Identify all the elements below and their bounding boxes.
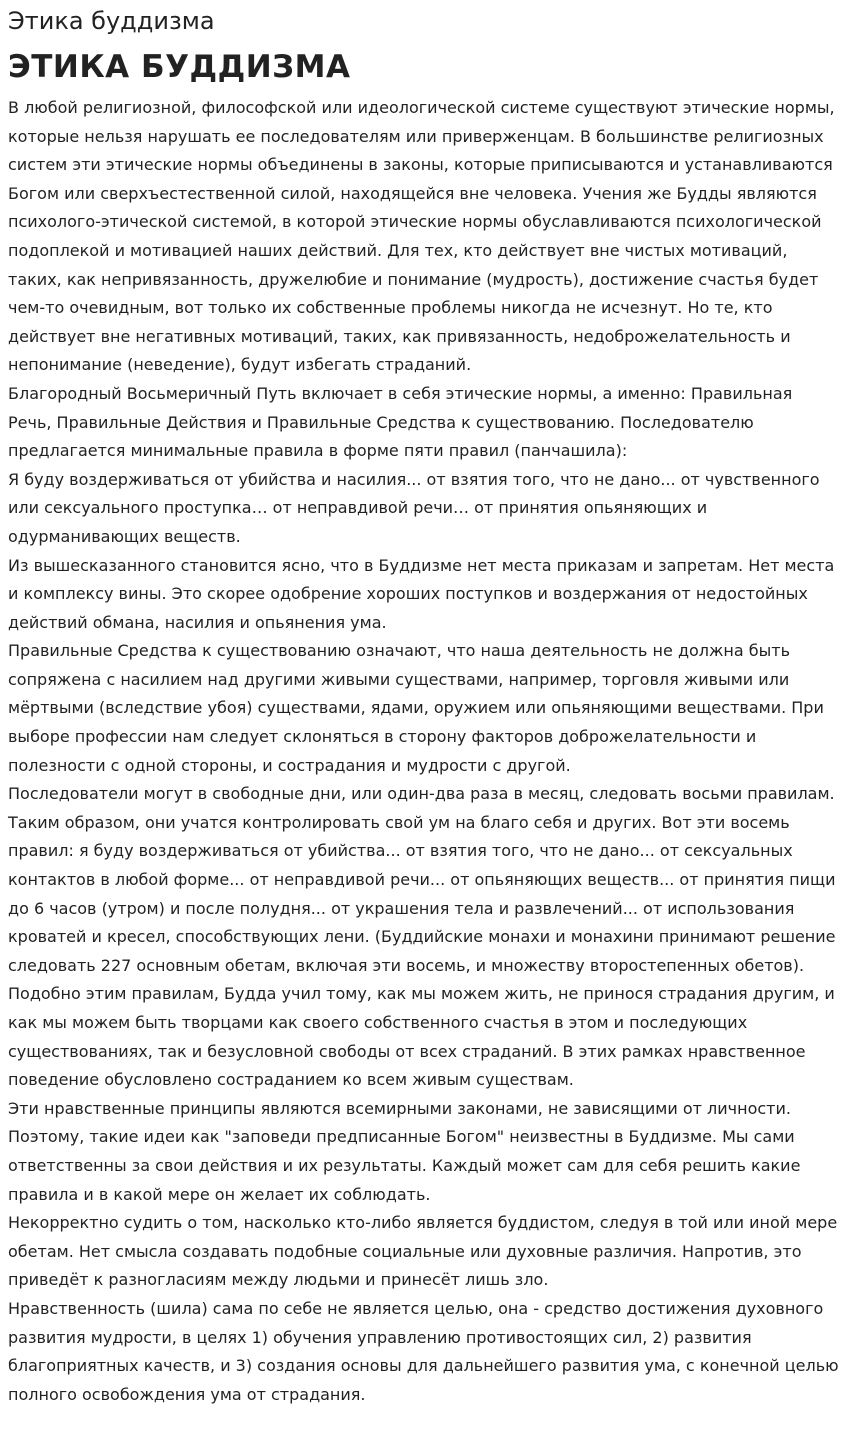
article-paragraph-6: Последователи могут в свободные дни, или один-два раза в месяц, следовать восьми правилам. Таким образом, они учатся контролировать свой ум на благо себя и других. Вот эти восемь правил: я буду воздерживаться от убийства... от взятия того, что не дано... от сексуальных контактов в любой форме... от неправдивой речи... от опьяняющих веществ... от принятия пищи до 6 часов (утром) и после полудня... от украшения тела и развлечений... от использования кроватей и кресел, способствующих лени. (Буддийские монахи и монахини принимают решение следовать 227 основным обетам, включая эти восемь, и множеству второстепенных обетов).	[8, 784, 836, 975]
article-paragraph-7: Подобно этим правилам, Будда учил тому, как мы можем жить, не принося страдания другим, и как мы можем быть творцами как своего собственного счастья в этом и последующих существованиях, так и безусловной свободы от всех страданий. В этих рамках нравственное поведение обусловлено состраданием ко всем живым существам.	[8, 984, 835, 1090]
article-paragraph-3: Я буду воздерживаться от убийства и насилия... от взятия того, что не дано... от чувственного или сексуального проступка… от неправдивой речи… от принятия опьяняющих и одурманивающих веществ.	[8, 469, 820, 546]
article-paragraph-8: Эти нравственные принципы являются всемирными законами, не зависящими от личности. Поэтому, такие идеи как "заповеди предписанные Богом" неизвестны в Буддизме. Мы сами ответственны за свои действия и их результаты. Каждый может сам для себя решить какие правила и в какой мере он желает их соблюдать.	[8, 1098, 801, 1204]
article-body	[8, 94, 839, 1409]
article-heading: ЭТИКА БУДДИЗМА	[8, 49, 351, 85]
article-paragraph-10: Нравственность (шила) сама по себе не является целью, она - средство достижения духовного развития мудрости, в целях 1) обучения управлению противостоящих сил, 2) развития благоприятных качеств, и 3) создания основы для дальнейшего развития ума, с конечной целью полного освобождения ума от страдания.	[8, 1298, 839, 1404]
article-paragraph-1: В любой религиозной, философской или идеологической системе существуют этические нормы, которые нельзя нарушать ее последователям или приверженцам. В большинстве религиозных систем эти этические нормы объединены в законы, которые приписываются и устанавливаются Богом или сверхъестественной силой, находящейся вне человека. Учения же Будды являются психолого-этической системой, в которой этические нормы обуславливаются психологической подоплекой и мотивацией наших действий. Для тех, кто действует вне чистых мотиваций, таких, как непривязанность, дружелюбие и понимание (мудрость), достижение счастья будет чем-то очевидным, вот только их собственные проблемы никогда не исчезнут. Но те, кто действует вне негативных мотиваций, таких, как привязанность, недоброжелательность и непонимание (неведение), будут избегать страданий.	[8, 98, 835, 375]
article-paragraph-2: Благородный Восьмеричный Путь включает в себя этические нормы, а именно: Правильная Речь, Правильные Действия и Правильные Средства к существованию. Последователю предлагается минимальные правила в форме пяти правил (панчашила):	[8, 383, 793, 461]
article-paragraph-9: Некорректно судить о том, насколько кто-либо является буддистом, следуя в той или иной мере обетам. Нет смысла создавать подобные социальные или духовные различия. Напротив, это приведёт к разногласиям между людьми и принесёт лишь зло.	[8, 1213, 838, 1290]
page-title: Этика буддизма	[8, 7, 215, 35]
article-paragraph-5: Правильные Средства к существованию означают, что наша деятельность не должна быть сопряжена с насилием над другими живыми существами, например, торговля живыми или мёртвыми (вследствие убоя) существами, ядами, оружием или опьяняющими веществами. При выборе профессии нам следует склоняться в сторону факторов доброжелательности и полезности с одной стороны, и сострадания и мудрости с другой.	[8, 641, 824, 775]
article-paragraph-4: Из вышесказанного становится ясно, что в Буддизме нет места приказам и запретам. Нет места и комплексу вины. Это скорее одобрение хороших поступков и воздержания от недостойных действий обмана, насилия и опьянения ума.	[8, 555, 835, 632]
